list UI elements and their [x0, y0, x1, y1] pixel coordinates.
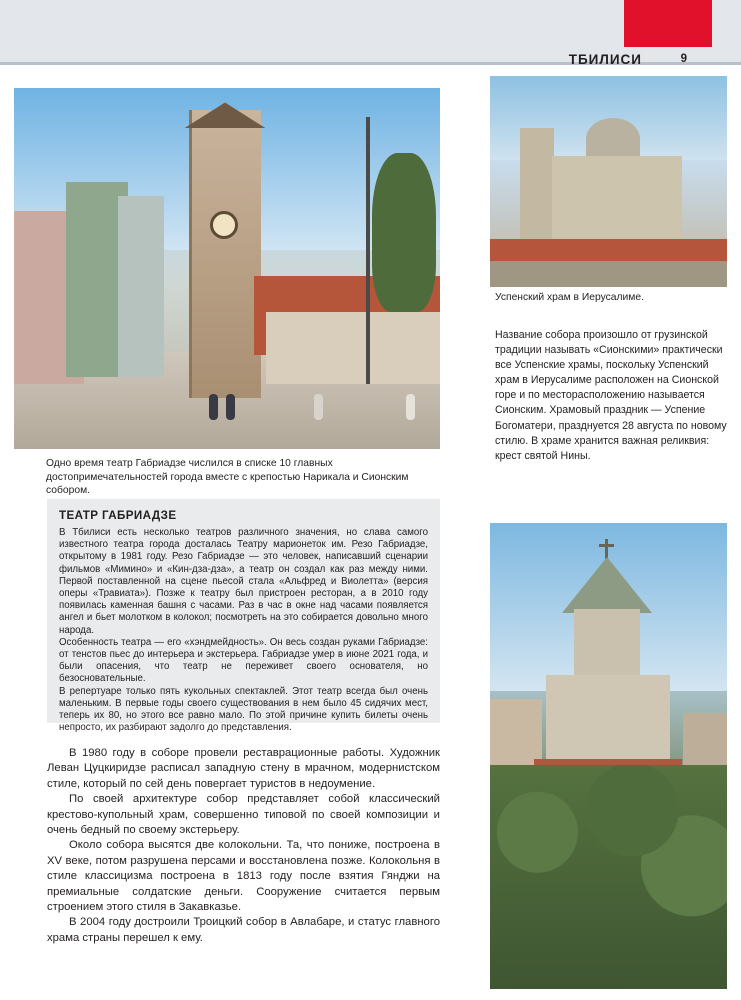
- photo-red-roofs: [490, 239, 727, 261]
- photo-tree: [372, 153, 436, 312]
- clock-face-icon: [210, 211, 238, 239]
- side-note-text: Название собора произошло от грузинской традиции называть «Сионскими» практически все Успенские храмы, поскольку Успенский храм в Иерусалиме расположен на Сионской горе и по месторасположению называется Сионским. Храмовый праздник — Успение Богоматери, празднуется 28 августа по новому стилю. В храме хранится важная реликвия: крест святой Нины.: [495, 329, 727, 462]
- body-paragraph: В 2004 году достроили Троицкий собор в Авлабаре, и статус главного храма страны перешел к ему.: [47, 916, 440, 944]
- photo-person: [406, 394, 415, 420]
- photo-church-body: [552, 156, 682, 244]
- caption-gabriadze: Одно время театр Габриадзе числился в списке 10 главных достопримечательностей города вместе с крепостью Нарикала и Сионским собором.: [46, 458, 409, 496]
- caption-jerusalem: Успенский храм в Иерусалиме.: [495, 292, 644, 303]
- photo-sioni-cathedral: [490, 523, 727, 989]
- body-text: [47, 746, 440, 946]
- photo-building-left-3: [118, 196, 164, 377]
- infobox-paragraph: В Тбилиси есть несколько театров различного значения, но слава самого известного театра города досталась Театру марионеток им. Резо Габриадзе, открытому в 1981 году. Резо Габриадзе — это человек, написавший сценарии фильмов «Мимино» и «Кин-дза-дза», а театр он создал как раз между ними. Первой поставленной на сцене пьесой стала «Альфред и Виолетта» (версия оперы «Травиата»). Позже к театру был пристроен ресторан, а в 2010 году появилась каменная башня с часами. Раз в час в окне над часами появляется ангел и бьет молотком в колокол; посмотреть на это собирается довольно много народа.: [59, 527, 428, 636]
- photo-person: [314, 394, 323, 420]
- photo-foreground: [490, 261, 727, 287]
- body-paragraph: В 1980 году в соборе провели реставрационные работы. Художник Леван Цуцкиридзе расписал западную стену в мрачном, модернистском стиле, который по сей день повергает туристов в недоумение.: [47, 747, 440, 790]
- header-accent-block: [624, 0, 712, 47]
- photo-gabriadze-theatre: [14, 88, 440, 449]
- body-paragraph: По своей архитектуре собор представляет собой классический крестово-купольный храм, совершенно типовой по своей композиции и очень бедный по своему экстерьеру.: [47, 793, 440, 837]
- photo-person: [226, 394, 235, 420]
- photo-person: [209, 394, 218, 420]
- photo-uspensky-jerusalem: [490, 76, 727, 287]
- infobox-title: ТЕАТР ГАБРИАДЗЕ: [59, 509, 177, 522]
- page-number: 9: [680, 53, 687, 65]
- photo-pole: [366, 117, 370, 384]
- infobox-paragraph: Особенность театра — его «хэндмейдность». Он весь создан руками Габриадзе: от тенстов пьес до интерьера и экстерьера. Габриадзе умер в июне 2021 года, и были опасения, что театр не переживет своего основателя, но безосновательные.: [59, 636, 428, 685]
- cross-icon: [605, 539, 608, 559]
- photo-clock-tower: [189, 110, 261, 399]
- infobox-theatre: [47, 499, 440, 734]
- page-title: ТБИЛИСИ: [568, 52, 642, 67]
- photo-trees: [490, 765, 727, 989]
- photo-drum: [574, 609, 640, 683]
- photo-building-right: [266, 312, 440, 384]
- infobox-paragraph: В репертуаре только пять кукольных спектаклей. Этот театр всегда был очень маленьким. В первые годы своего существования в нем было 45 сидячих мест, теперь их 80, но этого все равно мало. По этой причине купить билеты очень непросто, их разбирают задолго до представления.: [59, 685, 428, 734]
- body-paragraph: Около собора высятся две колокольни. Та, что пониже, построена в XV веке, потом разрушена персами и восстановлена позже. Колокольня в стиле классицизма построена в 1813 году после взятия Гянджи на премиальные солдатские деньги. Сооружение считается первым строением этого стиля в Закавказье.: [47, 839, 440, 914]
- photo-bell-tower: [520, 128, 554, 240]
- photo-dome: [586, 118, 640, 160]
